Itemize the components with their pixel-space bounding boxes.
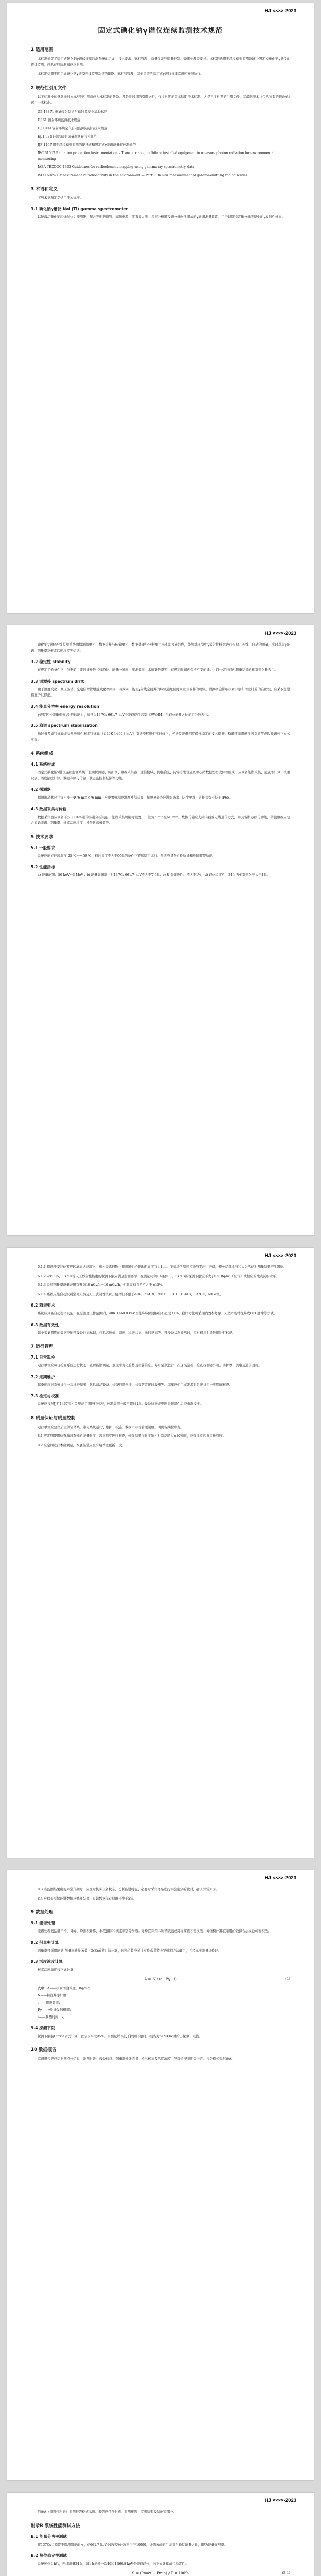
paragraph: 系统应按照JJF 1467等相关规范定期进行校准，校准周期一般不超过1年。设备维修或更换关键部件后应重新校准。 <box>38 1402 204 1406</box>
reference-item: GB 18871 电离辐射防护与辐射源安全基本标准 <box>38 110 107 114</box>
paragraph: 核素活度浓度按下式计算： <box>38 1968 77 1972</box>
page-body <box>31 1264 290 1448</box>
standard-code: HJ ××××-2023 <box>264 1253 296 1259</box>
paragraph: 6.1.3 系统剂量率测量范围宜覆盖10 nGy/h～10 mGy/h，相对固有误差不大于±15%。 <box>38 1283 166 1287</box>
paragraph: 数据采集器应具备不少于1024道的多道分析功能，能谱采集周期可设置，一般为5 min至60 min。数据传输应支持有线或无线通信方式，并具备断点续传功能，传输数据应包含原始能谱、剂量率、核素活度浓度、设备状态参数等。 <box>31 815 290 825</box>
reference-item: ISO 16089-7 Measurement of radioactivity in the environment — Part 7: In situ measurement of gamma-emitting radionuclides <box>38 173 248 177</box>
formula-expression: S = (Pmax − Pmin) / P̄ × 100% <box>132 2571 189 2575</box>
subsection-heading: 9.2 剂量率计算 <box>31 1940 59 1945</box>
page-content <box>31 1264 290 1451</box>
paragraph: 在规定工作条件下，仪器的主要性能参数（如峰位、能量分辨率、探测效率、本底计数率等）在规定时间内保持不变的能力，以一定时间内测量结果的相对变化量表示。 <box>38 668 278 672</box>
reference-item: IEC 61017 Radiation protection instrumentation – Transportable, mobile or installed equipment to measure photon radiation for environmental monitoring <box>38 151 275 161</box>
paragraph: 以下标准中的条款通过本标准的引用而成为本标准的条款。凡是注日期的引用文件，仅注日期的版本适用于本标准。凡是不注日期的引用文件，其最新版本（包括所有的修改单）适用于本标准。 <box>31 95 290 105</box>
paragraph: 由于温度变化、高压波动、光电倍增管增益变化等原因，导致同一能量γ射线全能峰的峰位道址随时间发生偏移的现象。谱漂移会影响核素识别和活度计算的准确性，应采取稳谱措施予以修正。 <box>31 687 290 697</box>
page-body <box>31 642 290 878</box>
section-heading: 1 适用范围 <box>31 47 54 53</box>
paragraph: 运行单位应每日检查系统运行状态，查看能谱质量、剂量率变化趋势及报警信息。每月至少进行一次现场巡检，检查探测器外观、防护罩、供电及通信设施。 <box>38 1364 262 1367</box>
subsection-heading: 4.2 探测器 <box>31 787 51 792</box>
page <box>7 1248 314 1858</box>
paragraph: γ谱仪区分能量相近γ射线的能力，通常以137Cs 661.7 keV全能峰的半高宽（FWHM）与峰位能量之比的百分数表示。 <box>38 713 211 717</box>
page <box>7 1870 314 2480</box>
paragraph: 附录A（资料性附录）监测报告格式示例。报告应包含封面、监测概况、监测结果及结论等部分。 <box>38 2510 177 2514</box>
subsection-heading: 3.3 谱漂移 spectrum drift <box>31 679 85 684</box>
formula-variable: ε——探测效率； <box>38 2001 62 2005</box>
reference-item: JJF 1467 用于环境辐射监测的便携式和固定式γ能谱测量仪校准规范 <box>38 143 136 147</box>
formula-expression: A = N / (ε · Pγ · t) <box>144 1977 177 1981</box>
page-body <box>31 2509 290 2576</box>
paragraph: 碘化钠γ谱仪连续监测系统由探测器单元、数据采集与传输单元、数据处理与分析单元及辅助设施组成，能够对环境中γ放射性核素进行长期、连续、自动的测量，实时获取γ能谱、剂量率及核素活度浓度等信息。 <box>31 643 290 653</box>
page-content <box>31 2509 290 2576</box>
paragraph: 固定式碘化钠γ谱仪连续监测系统一般由探测器、防护罩、数据采集器、通信模块、供电系统、防雷接地设施及中心站数据处理软件等组成，应具备能谱采集、剂量率计算、核素识别、活度浓度计算、数据存储与传输、状态监控和报警等功能。 <box>31 771 290 781</box>
section-heading: 8 质量保证与质量控制 <box>31 1415 76 1421</box>
formula-variable: Pγ——γ射线发射概率； <box>38 2008 73 2012</box>
section-heading: 7 运行管理 <box>31 1344 54 1349</box>
page <box>7 2493 314 2576</box>
page-content <box>31 642 290 882</box>
paragraph: 每个采集周期的数据应附带设备状态标识，包括高压值、温度、稳谱状态、通信状态等。当设备状态异常时，应对相应时段数据进行标记。 <box>38 1331 236 1335</box>
section-heading: 10 数据报告 <box>31 2047 57 2053</box>
equation-number: (B.1) <box>282 2571 290 2575</box>
page-body <box>31 1887 290 2062</box>
paragraph: 8.4 应保存原始能谱数据及处理结果，原始数据保存期限不少于5年。 <box>38 1896 137 1901</box>
formula <box>31 2571 290 2575</box>
equation-number: (1) <box>285 1977 290 1981</box>
paragraph: 运行单位应建立质量保证体系，制定系统运行、维护、校准、数据审核等管理制度，明确各岗位职责。 <box>38 1425 184 1429</box>
formula-variable: 式中：A——核素活度浓度，Bq/m³； <box>38 1986 92 1990</box>
section-heading: 附录B 系统性能测试方法 <box>31 2523 80 2529</box>
paragraph: 8.3 当监测结果出现异常升高时，应及时核实设备状态、分析能谱特征，必要时采集样品进行实验室分析比对，确认异常原因。 <box>38 1888 219 1891</box>
subsection-heading: 3.5 稳谱 spectrum stabilization <box>31 723 98 728</box>
subsection-heading: 5.2 性能指标 <box>31 865 55 869</box>
paragraph: 本标准规定了固定式碘化钠γ谱仪连续监测系统的组成、技术要求、运行管理、质量保证与质量控制、数据处理等要求。本标准适用于环境辐射监测领域中固定式碘化钠γ谱仪的连续监测，包括在线监测和应急监测。 <box>31 57 290 67</box>
paragraph: 8.2 应定期进行本底测量，本底能谱应至少每季度更新一次。 <box>38 1443 125 1447</box>
subsection-heading: 7.3 检定与校准 <box>31 1394 59 1398</box>
page <box>7 3 314 613</box>
subsection-heading: 9.3 活度浓度计算 <box>31 1959 63 1964</box>
subsection-heading: 7.2 定期维护 <box>31 1374 55 1379</box>
standard-code: HJ ××××-2023 <box>264 1875 296 1881</box>
subsection-heading: 3.1 碘化钠γ谱仪 NaI (Tl) gamma spectrometer <box>31 207 128 211</box>
page <box>7 625 314 1235</box>
formula <box>31 1977 290 1981</box>
paragraph: 本标准适用于固定式碘化钠γ谱仪连续监测系统的建设、运行和管理，其他类型的固定式γ谱仪连续监测可参照执行。 <box>38 72 204 76</box>
subsection-heading: 7.1 日常巡检 <box>31 1355 55 1360</box>
paragraph: 通过参考源特征峰或天然放射性核素特征峰（如40K 1460.8 keV）对谱漂移进行实时修正，使谱仪能量刻度保持稳定的技术措施。稳谱可采用硬件增益调节或软件谱校正方式实现。 <box>31 732 290 742</box>
paragraph: 监测报告应包括监测点位信息、监测时段、设备信息、剂量率统计结果、检出核素及活度浓度、异常情况说明等内容。报告格式见附录A。 <box>38 2057 235 2061</box>
subsection-heading: 3.2 稳定性 stability <box>31 659 71 664</box>
paragraph: 每季度应对系统进行一次维护保养，包括清洁设备、检查线缆连接、检查防雷接地设施等。每年应使用标准源对系统进行一次期间核查。 <box>38 1383 232 1387</box>
subsection-heading: 6.2 稳谱要求 <box>31 1303 55 1308</box>
subsection-heading: B.2 峰位稳定性测试 <box>31 2553 67 2558</box>
paragraph: a) 能量范围：50 keV～3 MeV；b) 能量分辨率：对137Cs 661.7 keV不大于7.5%；c) 积分非线性：不大于1%；d) 峰位稳定性：24 h内相对变化不大于1%。 <box>38 873 271 877</box>
section-heading: 4 系统组成 <box>31 751 54 756</box>
paragraph: 探测器晶体尺寸宜不小于Φ76 mm×76 mm，应配置恒温或温度补偿装置，探测器外壳应满足防水、防尘要求，防护等级不低于IP65。 <box>38 796 232 800</box>
paragraph: 6.1.1 探测器安装位置应远离高大建筑物、树木等遮挡物，探测器中心距地面高度宜为1 m。安装场所周围应地势平坦、开阔，避免局部地形和人为活动对测量结果产生影响。 <box>38 1265 287 1269</box>
paragraph: 以铊激活碘化钠闪烁晶体为探测器，配合光电倍增管、高压电源、前置放大器、多道分析器及谱分析软件组成的γ能谱测量装置，用于识别和定量分析环境中的γ放射性核素。 <box>38 215 285 219</box>
page-body <box>31 46 290 221</box>
subsection-heading: B.1 能量分辨率测试 <box>31 2534 67 2539</box>
paragraph: 将137Cs点源置于探测器正前方，使661.7 keV全能峰净计数不少于10000，计算该峰的半高宽与峰位能量之比，即为能量分辨率。 <box>38 2543 228 2547</box>
standard-code: HJ ××××-2023 <box>264 8 296 14</box>
paragraph: 系统应能在环境温度-25 ℃～+50 ℃、相对湿度不大于95%的条件下连续稳定运行。系统应具备自检功能和故障报警功能。 <box>38 854 216 858</box>
page-content <box>31 1887 290 2065</box>
paragraph: 系统预热1 h后，连续测量24 h，每1 h记录一次40K 1460.8 keV全能峰峰位，按下式计算峰位稳定性： <box>38 2562 189 2566</box>
standard-code: HJ ××××-2023 <box>264 631 296 636</box>
subsection-heading: 3.4 能量分辨率 energy resolution <box>31 704 99 709</box>
reference-item: IAEA-TECDOC-1363 Guidelines for radioelement mapping using gamma ray spectrometry data <box>38 165 195 169</box>
paragraph: 探测下限按Currie公式计算，置信水平取95%。当测量结果低于探测下限时，报告为“<MDA”并给出探测下限值。 <box>38 2034 202 2038</box>
standard-code: HJ ××××-2023 <box>264 2498 296 2503</box>
section-heading: 3 术语和定义 <box>31 186 58 192</box>
section-heading: 2 规范性引用文件 <box>31 85 67 91</box>
subsection-heading: 6.3 数据有效性 <box>31 1322 59 1327</box>
formula-variable: N——特征峰净计数； <box>38 1993 70 1997</box>
page-content <box>31 20 290 224</box>
paragraph: 8.1 应定期使用检查源对系统的能量刻度、效率刻度进行核查，核查结果与刻度值相对偏差超过±10%时，应查找原因并重新刻度。 <box>38 1434 226 1438</box>
section-heading: 5 技术要求 <box>31 834 54 840</box>
subsection-heading: 4.3 数据采集与传输 <box>31 806 67 811</box>
paragraph: 剂量率可采用能谱-剂量率转换函数（G(E)函数）法计算，转换函数应通过实验或蒙特卡罗模拟方法确定，并经标准剂量场验证。 <box>38 1948 222 1953</box>
paragraph: 下列术语和定义适用于本标准。 <box>38 196 83 200</box>
reference-item: HJ 1009 辐射环境空气自动监测站运行技术规范 <box>38 126 108 130</box>
reference-item: HJ 61 辐射环境监测技术规范 <box>38 118 81 122</box>
formula-variable: t——测量时间，s。 <box>38 2015 67 2019</box>
subsection-heading: 5.1 一般要求 <box>31 845 55 850</box>
paragraph: 系统应具备自动稳谱功能，在全温度工作范围内，40K 1460.8 keV全能峰峰位漂移应不超过±1%。稳谱方法可采用内置参考源、天然本底特征峰或LED脉冲等方式。 <box>38 1312 277 1315</box>
paragraph: 能谱处理包括谱平滑、寻峰、峰面积计算、本底扣除和核素识别等步骤。寻峰宜采用二阶导数法或对称零面积变换法，峰面积计算宜采用函数拟合法或总峰面积法。 <box>38 1929 272 1933</box>
subsection-heading: 9.4 探测下限 <box>31 2025 55 2030</box>
subsection-heading: 9.1 能谱处理 <box>31 1921 55 1925</box>
paragraph: 6.1.4 系统应能自动识别常见天然及人工放射性核素，包括但不限于40K、214Bi、208Tl、131I、134Cs、137Cs、60Co等。 <box>38 1292 223 1296</box>
section-heading: 9 数据处理 <box>31 1910 54 1915</box>
document-title: 固定式碘化钠γ谱仪连续监测技术规范 <box>98 27 223 35</box>
reference-item: EJ/T 984 环境γ辐射剂量率测量技术规范 <box>38 134 97 139</box>
paragraph: 6.1.2 对60Co、137Cs等人工放射性核素的探测下限应满足监测要求，在测量时间1 h条件下，137Cs的探测下限宜不大于0.5 Bq/m³（空气）或相应的地表沉积水平。 <box>38 1274 279 1278</box>
subsection-heading: 4.1 系统构成 <box>31 762 55 767</box>
